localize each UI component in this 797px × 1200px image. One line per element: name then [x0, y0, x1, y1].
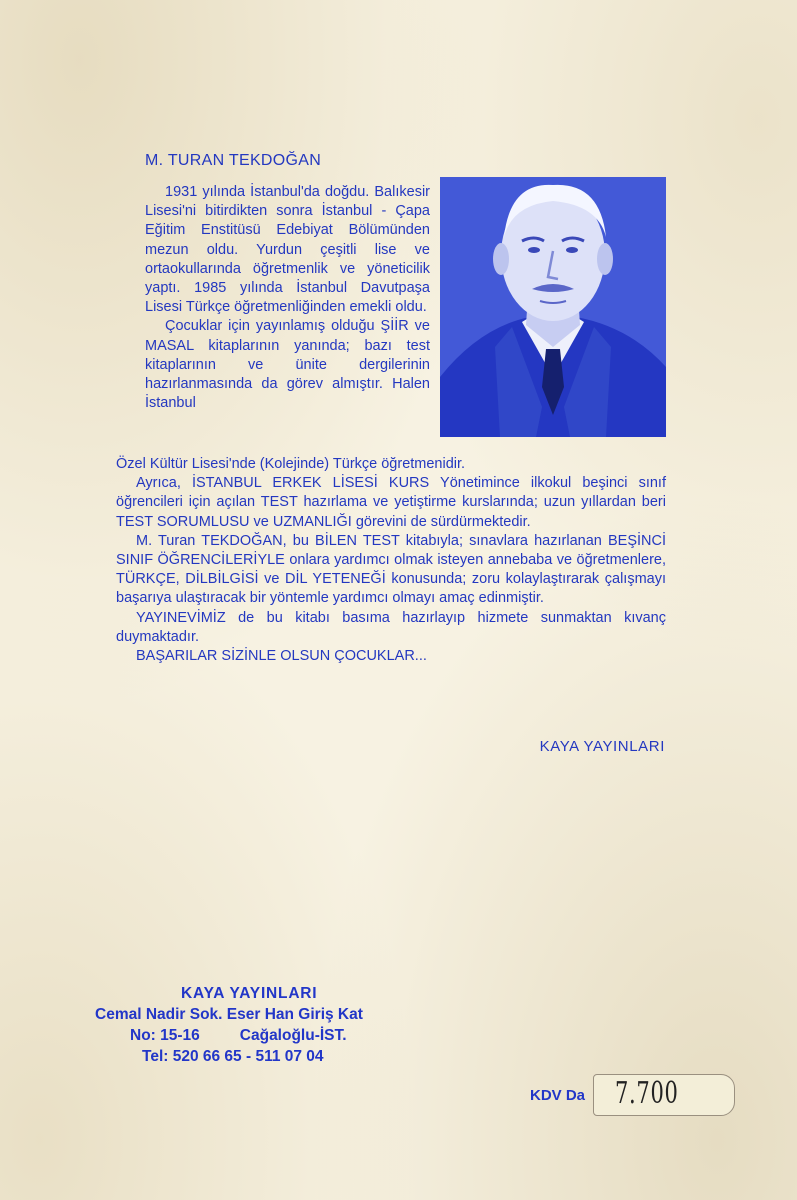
- publisher-signature: KAYA YAYINLARI: [539, 738, 665, 755]
- bio-paragraph: YAYINEVİMİZ de bu kitabı basıma hazırlayıp hizmete sunmaktan kıvanç duymaktadır.: [116, 609, 666, 645]
- bio-paragraph: M. Turan TEKDOĞAN, bu BİLEN TEST kitabıyla; sınavlara hazırlanan BEŞİNCİ SINIF ÖĞRENCİLERİYLE onlara yardımcı olmak isteyen annebaba ve öğretmenlere, TÜRKÇE, DİLBİLGİSİ ve DİL YETENEĞİ konusunda; zoru kolaylaştırarak çalışmayı başarıya ulaştıracak bir yöntemle yardımcı olmayı amaç edinmiştir.: [116, 532, 666, 607]
- bio-paragraph: Özel Kültür Lisesi'nde (Kolejinde) Türkçe öğretmenidir.: [116, 456, 466, 472]
- publisher-name: KAYA YAYINLARI: [181, 985, 318, 1002]
- bio-paragraph: 1931 yılında İstanbul'da doğdu. Balıkesir Lisesi'ni bitirdikten sonra İstanbul - Çapa Eğitim Enstitüsü Edebiyat Bölümünden mezun oldu. Yurdun çeşitli lise ve ortaokullarında öğretmenlik ve yöneticilik yaptı. 1985 yılında İstanbul Davutpaşa Lisesi Türkçe öğretmenliğinden emekli oldu.: [145, 184, 430, 316]
- kdv-label: KDV Da: [530, 1087, 586, 1104]
- publisher-phone: Tel: 520 66 65 - 511 07 04: [142, 1048, 324, 1065]
- author-portrait: [440, 177, 666, 437]
- publisher-address-line-2: [95, 1025, 435, 1046]
- bio-bottom-column: [116, 455, 666, 666]
- publisher-address-block: [95, 983, 435, 1067]
- bio-paragraph: Çocuklar için yayınlamış olduğu ŞİİR ve MASAL kitaplarının yanında; bazı test kitaplarının ve ünite dergilerinin hazırlanmasında da görev almıştır. Halen İstanbul: [145, 318, 430, 412]
- bio-paragraph: Ayrıca, İSTANBUL ERKEK LİSESİ KURS Yönetimince ilkokul beşinci sınıf öğrencileri için açılan TEST hazırlama ve yetiştirme kurslarında; uzun yıllardan beri TEST SORUMLUSU ve UZMANLIĞI görevini de sürdürmektedir.: [116, 475, 666, 530]
- publisher-number: No: 15-16: [130, 1027, 200, 1044]
- publisher-district: Cağaloğlu-İST.: [239, 1027, 347, 1044]
- author-name: M. TURAN TEKDOĞAN: [145, 152, 322, 169]
- price-value: 7.700: [615, 1076, 679, 1111]
- publisher-address-line: Cemal Nadir Sok. Eser Han Giriş Kat: [95, 1006, 363, 1023]
- closing-line: BAŞARILAR SİZİNLE OLSUN ÇOCUKLAR...: [136, 648, 427, 665]
- bio-top-column: [145, 183, 430, 413]
